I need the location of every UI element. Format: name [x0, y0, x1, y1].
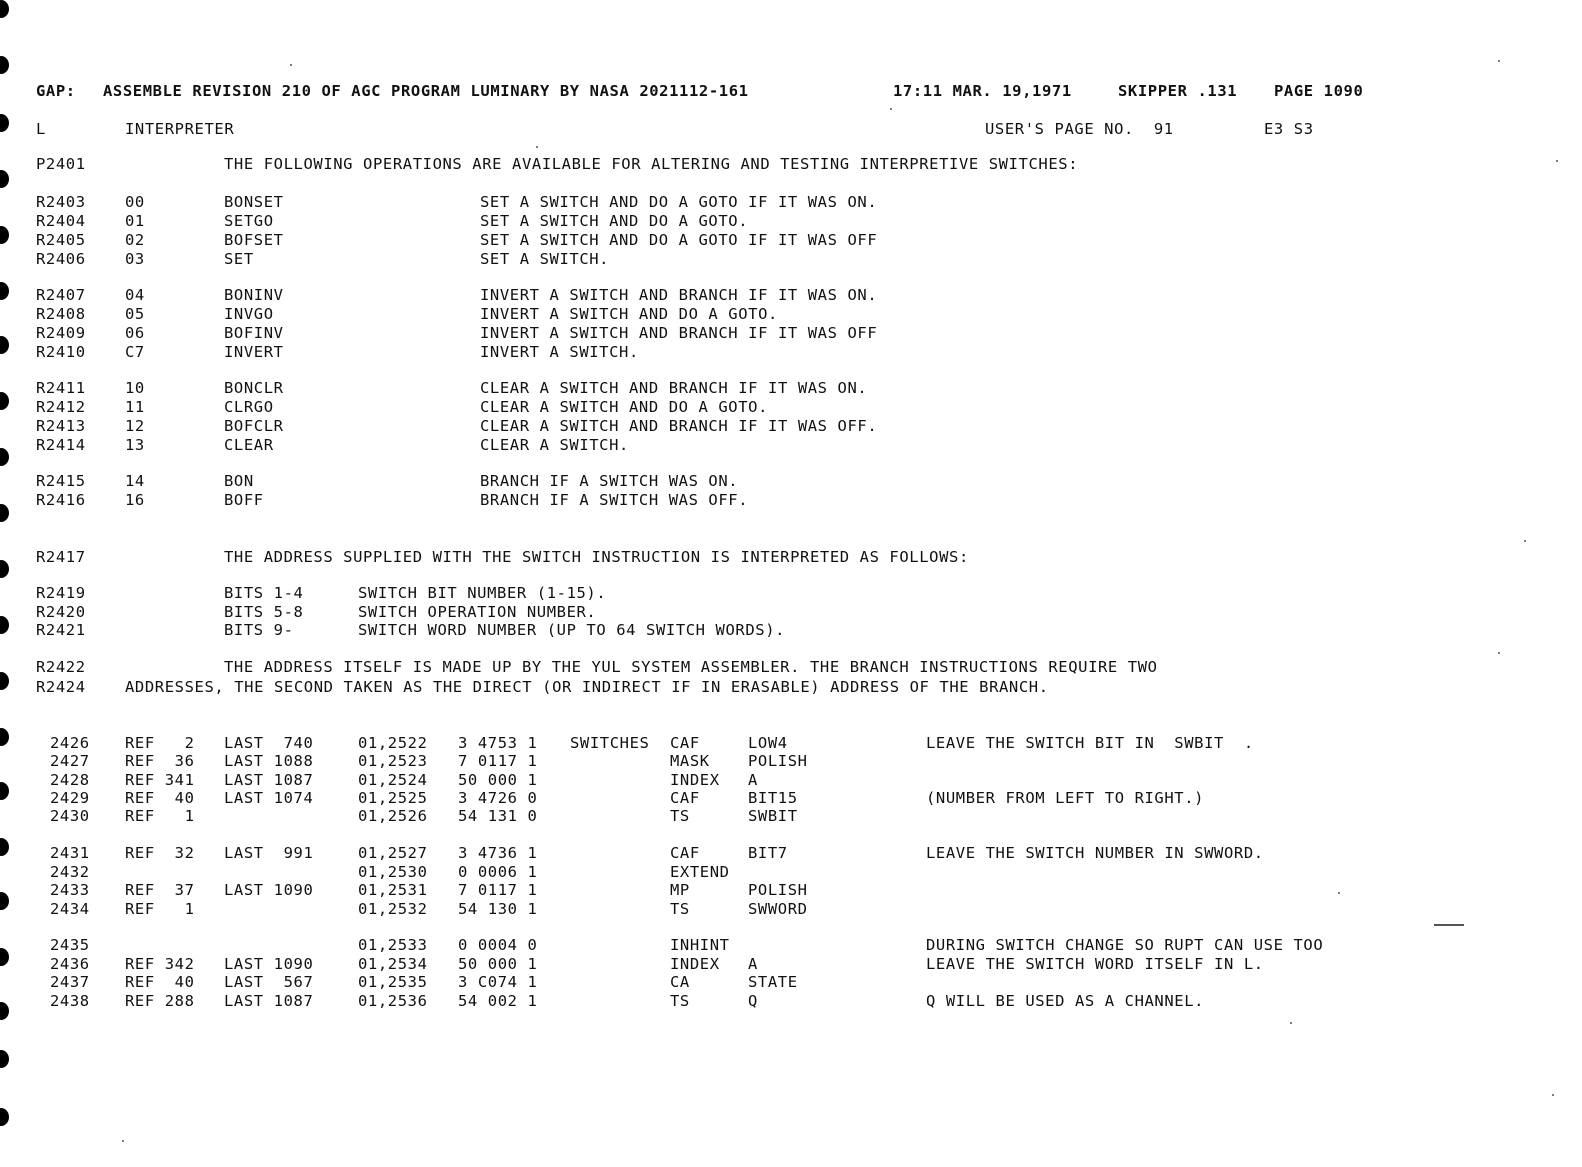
- address-note-text: THE ADDRESS SUPPLIED WITH THE SWITCH INSTRUCTION IS INTERPRETED AS FOLLOWS:: [224, 548, 969, 566]
- assembler-label: GAP:: [36, 82, 76, 100]
- op-name: INVGO: [224, 305, 274, 323]
- op-name: INVERT: [224, 343, 284, 361]
- line-number: 2435: [50, 936, 90, 954]
- line-number: 2432: [50, 863, 90, 881]
- sprocket-hole: [0, 560, 9, 578]
- memory-address: 01,2525: [358, 789, 428, 807]
- op-code: 14: [125, 472, 145, 490]
- ref-count: REF 341: [125, 771, 195, 789]
- op-description: INVERT A SWITCH AND BRANCH IF IT WAS OFF: [480, 324, 878, 342]
- octal-word: 3 4726 0: [458, 789, 538, 807]
- bit-description: SWITCH WORD NUMBER (UP TO 64 SWITCH WORDS).: [358, 621, 786, 639]
- ref-number: R2424: [36, 678, 86, 696]
- opcode: TS: [670, 807, 690, 825]
- ref-number: R2407: [36, 286, 86, 304]
- sprocket-hole: [0, 504, 9, 522]
- paper-speck: [536, 146, 538, 148]
- sprocket-hole: [0, 56, 9, 74]
- last-ref: LAST 1087: [224, 992, 314, 1010]
- operand: POLISH: [748, 881, 808, 899]
- ref-count: REF 40: [125, 789, 195, 807]
- ref-number: R2404: [36, 212, 86, 230]
- last-ref: LAST 1090: [224, 881, 314, 899]
- op-code: 01: [125, 212, 145, 230]
- operand: SWWORD: [748, 900, 808, 918]
- operand: A: [748, 771, 758, 789]
- paper-speck: [890, 108, 892, 110]
- op-code: 00: [125, 193, 145, 211]
- memory-address: 01,2533: [358, 936, 428, 954]
- ref-count: REF 342: [125, 955, 195, 973]
- operand: BIT15: [748, 789, 798, 807]
- op-name: CLRGO: [224, 398, 274, 416]
- op-name: CLEAR: [224, 436, 274, 454]
- octal-word: 54 130 1: [458, 900, 538, 918]
- operand: BIT7: [748, 844, 788, 862]
- octal-word: 3 C074 1: [458, 973, 538, 991]
- paper-speck: [1498, 652, 1500, 654]
- opcode: EXTEND: [670, 863, 730, 881]
- line-number: 2438: [50, 992, 90, 1010]
- ref-count: REF 40: [125, 973, 195, 991]
- paper-speck: [1338, 892, 1340, 894]
- ref-number: R2421: [36, 621, 86, 639]
- ref-count: REF 288: [125, 992, 195, 1010]
- note-text: THE ADDRESS ITSELF IS MADE UP BY THE YUL SYSTEM ASSEMBLER. THE BRANCH INSTRUCTIONS REQUIRE TWO: [224, 658, 1158, 676]
- op-description: CLEAR A SWITCH.: [480, 436, 629, 454]
- octal-word: 50 000 1: [458, 771, 538, 789]
- op-name: BONSET: [224, 193, 284, 211]
- line-number: 2429: [50, 789, 90, 807]
- ref-number: R2409: [36, 324, 86, 342]
- line-number: 2431: [50, 844, 90, 862]
- sprocket-hole: [0, 392, 9, 410]
- last-ref: LAST 1074: [224, 789, 314, 807]
- code-comment: (NUMBER FROM LEFT TO RIGHT.): [926, 789, 1205, 807]
- bit-description: SWITCH OPERATION NUMBER.: [358, 603, 597, 621]
- op-description: CLEAR A SWITCH AND BRANCH IF IT WAS OFF.: [480, 417, 878, 435]
- sprocket-hole: [0, 616, 9, 634]
- code-comment: LEAVE THE SWITCH BIT IN SWBIT .: [926, 734, 1254, 752]
- ref-count: REF 1: [125, 807, 195, 825]
- ref-number: R2420: [36, 603, 86, 621]
- op-description: INVERT A SWITCH.: [480, 343, 639, 361]
- ref-number: R2415: [36, 472, 86, 490]
- ref-number: R2422: [36, 658, 86, 676]
- opcode: TS: [670, 900, 690, 918]
- ref-number: R2411: [36, 379, 86, 397]
- note-text: ADDRESSES, THE SECOND TAKEN AS THE DIRECT (OR INDIRECT IF IN ERASABLE) ADDRESS OF THE BRANCH.: [125, 678, 1049, 696]
- ref-count: REF 1: [125, 900, 195, 918]
- line-number: 2426: [50, 734, 90, 752]
- operand: LOW4: [748, 734, 788, 752]
- op-name: BONINV: [224, 286, 284, 304]
- line-number: 2436: [50, 955, 90, 973]
- opcode: INHINT: [670, 936, 730, 954]
- paper-speck: [1552, 1094, 1554, 1096]
- memory-address: 01,2531: [358, 881, 428, 899]
- octal-word: 50 000 1: [458, 955, 538, 973]
- operand: A: [748, 955, 758, 973]
- assembly-user: SKIPPER .131: [1118, 82, 1238, 100]
- log-flag: L: [36, 120, 46, 138]
- opcode: CAF: [670, 789, 700, 807]
- ref-number: R2408: [36, 305, 86, 323]
- paper-speck: [122, 1140, 124, 1142]
- op-description: SET A SWITCH.: [480, 250, 610, 268]
- ref-number: P2401: [36, 155, 86, 173]
- ref-number: R2412: [36, 398, 86, 416]
- intro-text: THE FOLLOWING OPERATIONS ARE AVAILABLE FOR ALTERING AND TESTING INTERPRETIVE SWITCHES:: [224, 155, 1079, 173]
- op-code: 10: [125, 379, 145, 397]
- ref-number: R2405: [36, 231, 86, 249]
- ref-number: R2406: [36, 250, 86, 268]
- op-name: BON: [224, 472, 254, 490]
- sprocket-hole: [0, 448, 9, 466]
- op-description: SET A SWITCH AND DO A GOTO IF IT WAS ON.: [480, 193, 878, 211]
- op-name: SET: [224, 250, 254, 268]
- sprocket-hole: [0, 282, 9, 300]
- bit-range: BITS 1-4: [224, 584, 304, 602]
- ref-number: R2416: [36, 491, 86, 509]
- octal-word: 54 131 0: [458, 807, 538, 825]
- e-s-indicator: E3 S3: [1264, 120, 1314, 138]
- sprocket-hole: [0, 1108, 9, 1126]
- op-name: SETGO: [224, 212, 274, 230]
- sprocket-hole: [0, 226, 9, 244]
- bit-description: SWITCH BIT NUMBER (1-15).: [358, 584, 607, 602]
- sprocket-hole: [0, 336, 9, 354]
- octal-word: 3 4736 1: [458, 844, 538, 862]
- op-description: SET A SWITCH AND DO A GOTO IF IT WAS OFF: [480, 231, 878, 249]
- ref-number: R2403: [36, 193, 86, 211]
- op-name: BONCLR: [224, 379, 284, 397]
- memory-address: 01,2526: [358, 807, 428, 825]
- op-description: SET A SWITCH AND DO A GOTO.: [480, 212, 749, 230]
- operand: Q: [748, 992, 758, 1010]
- sprocket-hole: [0, 782, 9, 800]
- memory-address: 01,2536: [358, 992, 428, 1010]
- bit-range: BITS 9-: [224, 621, 294, 639]
- paper-speck: [1498, 60, 1500, 62]
- line-number: 2434: [50, 900, 90, 918]
- assembly-title: ASSEMBLE REVISION 210 OF AGC PROGRAM LUMINARY BY NASA 2021112-161: [103, 82, 749, 100]
- sprocket-hole: [0, 1050, 9, 1068]
- assembly-date: 17:11 MAR. 19,1971: [893, 82, 1072, 100]
- last-ref: LAST 740: [224, 734, 314, 752]
- sprocket-hole: [0, 948, 9, 966]
- op-code: 03: [125, 250, 145, 268]
- users-page-number: USER'S PAGE NO. 91: [985, 120, 1174, 138]
- operand: STATE: [748, 973, 798, 991]
- opcode: CAF: [670, 844, 700, 862]
- octal-word: 7 0117 1: [458, 752, 538, 770]
- operand: POLISH: [748, 752, 808, 770]
- octal-word: 54 002 1: [458, 992, 538, 1010]
- ref-number: R2419: [36, 584, 86, 602]
- sprocket-hole: [0, 892, 9, 910]
- line-number: 2437: [50, 973, 90, 991]
- code-comment: DURING SWITCH CHANGE SO RUPT CAN USE TOO: [926, 936, 1324, 954]
- opcode: TS: [670, 992, 690, 1010]
- memory-address: 01,2530: [358, 863, 428, 881]
- op-name: BOFCLR: [224, 417, 284, 435]
- memory-address: 01,2527: [358, 844, 428, 862]
- line-number: 2428: [50, 771, 90, 789]
- paper-speck: [1556, 160, 1558, 162]
- op-description: INVERT A SWITCH AND BRANCH IF IT WAS ON.: [480, 286, 878, 304]
- line-number: 2427: [50, 752, 90, 770]
- memory-address: 01,2522: [358, 734, 428, 752]
- ref-count: REF 2: [125, 734, 195, 752]
- ref-number: R2413: [36, 417, 86, 435]
- opcode: MASK: [670, 752, 710, 770]
- op-code: C7: [125, 343, 145, 361]
- code-comment: LEAVE THE SWITCH WORD ITSELF IN L.: [926, 955, 1264, 973]
- op-code: 11: [125, 398, 145, 416]
- sprocket-hole: [0, 170, 9, 188]
- line-number: 2430: [50, 807, 90, 825]
- op-name: BOFF: [224, 491, 264, 509]
- op-description: CLEAR A SWITCH AND BRANCH IF IT WAS ON.: [480, 379, 868, 397]
- ref-count: REF 37: [125, 881, 195, 899]
- paper-speck: [1434, 924, 1464, 926]
- sprocket-hole: [0, 1002, 9, 1020]
- opcode: INDEX: [670, 955, 720, 973]
- op-code: 13: [125, 436, 145, 454]
- bit-range: BITS 5-8: [224, 603, 304, 621]
- op-description: INVERT A SWITCH AND DO A GOTO.: [480, 305, 778, 323]
- last-ref: LAST 567: [224, 973, 314, 991]
- op-description: CLEAR A SWITCH AND DO A GOTO.: [480, 398, 769, 416]
- ref-count: REF 32: [125, 844, 195, 862]
- opcode: CAF: [670, 734, 700, 752]
- paper-speck: [1524, 540, 1526, 542]
- opcode: INDEX: [670, 771, 720, 789]
- ref-number: R2414: [36, 436, 86, 454]
- memory-address: 01,2524: [358, 771, 428, 789]
- octal-word: 3 4753 1: [458, 734, 538, 752]
- sprocket-hole: [0, 728, 9, 746]
- op-code: 04: [125, 286, 145, 304]
- last-ref: LAST 991: [224, 844, 314, 862]
- code-label: SWITCHES: [570, 734, 650, 752]
- last-ref: LAST 1090: [224, 955, 314, 973]
- ref-number: R2417: [36, 548, 86, 566]
- op-description: BRANCH IF A SWITCH WAS OFF.: [480, 491, 749, 509]
- code-comment: Q WILL BE USED AS A CHANNEL.: [926, 992, 1205, 1010]
- sprocket-hole: [0, 114, 9, 132]
- octal-word: 0 0006 1: [458, 863, 538, 881]
- sprocket-hole: [0, 838, 9, 856]
- op-name: BOFINV: [224, 324, 284, 342]
- last-ref: LAST 1087: [224, 771, 314, 789]
- sprocket-hole: [0, 672, 9, 690]
- octal-word: 0 0004 0: [458, 936, 538, 954]
- operand: SWBIT: [748, 807, 798, 825]
- ref-count: REF 36: [125, 752, 195, 770]
- opcode: MP: [670, 881, 690, 899]
- op-code: 06: [125, 324, 145, 342]
- last-ref: LAST 1088: [224, 752, 314, 770]
- section-title: INTERPRETER: [125, 120, 235, 138]
- code-comment: LEAVE THE SWITCH NUMBER IN SWWORD.: [926, 844, 1264, 862]
- memory-address: 01,2535: [358, 973, 428, 991]
- op-name: BOFSET: [224, 231, 284, 249]
- op-description: BRANCH IF A SWITCH WAS ON.: [480, 472, 739, 490]
- paper-speck: [290, 64, 292, 66]
- memory-address: 01,2523: [358, 752, 428, 770]
- line-number: 2433: [50, 881, 90, 899]
- paper-speck: [1290, 1022, 1292, 1024]
- ref-number: R2410: [36, 343, 86, 361]
- op-code: 05: [125, 305, 145, 323]
- sprocket-hole: [0, 0, 9, 18]
- page-number: PAGE 1090: [1274, 82, 1364, 100]
- op-code: 02: [125, 231, 145, 249]
- memory-address: 01,2532: [358, 900, 428, 918]
- op-code: 16: [125, 491, 145, 509]
- memory-address: 01,2534: [358, 955, 428, 973]
- octal-word: 7 0117 1: [458, 881, 538, 899]
- op-code: 12: [125, 417, 145, 435]
- opcode: CA: [670, 973, 690, 991]
